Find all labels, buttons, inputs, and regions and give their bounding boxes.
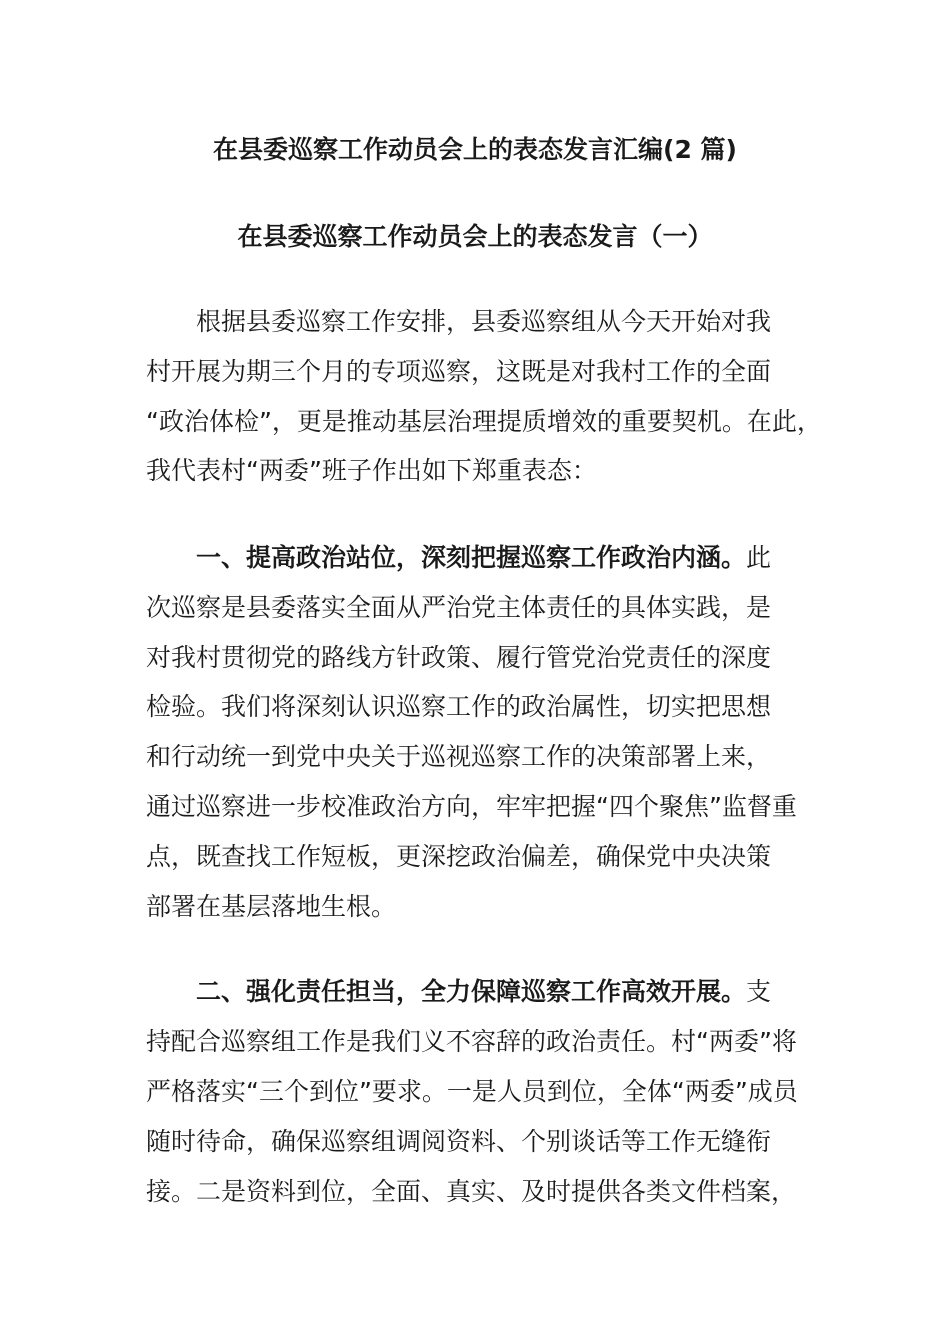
section-2-line: 持配合巡察组工作是我们义不容辞的政治责任。村“两委”将 xyxy=(146,1027,797,1056)
section-1-text: 此 xyxy=(746,543,772,572)
section-1-line: 和行动统一到党中央关于巡视巡察工作的决策部署上来， xyxy=(146,742,772,771)
intro-line: “政治体检”，更是推动基层治理提质增效的重要契机。在此， xyxy=(146,407,822,436)
section-2-line: 随时待命，确保巡察组调阅资料、个别谈话等工作无缝衔 xyxy=(146,1127,772,1156)
section-1-heading: 一、提高政治站位，深刻把握巡察工作政治内涵。 xyxy=(196,543,747,572)
section-1-line: 部署在基层落地生根。 xyxy=(146,892,397,921)
intro-line: 根据县委巡察工作安排，县委巡察组从今天开始对我 xyxy=(196,307,772,336)
section-2-line: 严格落实“三个到位”要求。一是人员到位，全体“两委”成员 xyxy=(146,1077,798,1106)
section-1-line: 对我村贯彻党的路线方针政策、履行管党治党责任的深度 xyxy=(146,643,772,672)
section-2-heading: 二、强化责任担当，全力保障巡察工作高效开展。 xyxy=(196,977,747,1006)
speech-subtitle: 在县委巡察工作动员会上的表态发言（一） xyxy=(237,222,713,251)
section-1-first-line xyxy=(196,541,771,575)
intro-line: 我代表村“两委”班子作出如下郑重表态： xyxy=(146,456,597,485)
section-2-text: 支 xyxy=(746,977,772,1006)
section-1-line: 次巡察是县委落实全面从严治党主体责任的具体实践，是 xyxy=(146,593,772,622)
section-2-first-line xyxy=(196,975,771,1009)
section-2-line: 接。二是资料到位，全面、真实、及时提供各类文件档案， xyxy=(146,1177,797,1206)
section-1-line: 通过巡察进一步校准政治方向，牢牢把握“四个聚焦”监督重 xyxy=(146,792,797,821)
document-title: 在县委巡察工作动员会上的表态发言汇编(2 篇) xyxy=(213,135,737,164)
intro-line: 村开展为期三个月的专项巡察，这既是对我村工作的全面 xyxy=(146,357,772,386)
section-1-line: 点，既查找工作短板，更深挖政治偏差，确保党中央决策 xyxy=(146,842,772,871)
section-1-line: 检验。我们将深刻认识巡察工作的政治属性，切实把思想 xyxy=(146,692,772,721)
